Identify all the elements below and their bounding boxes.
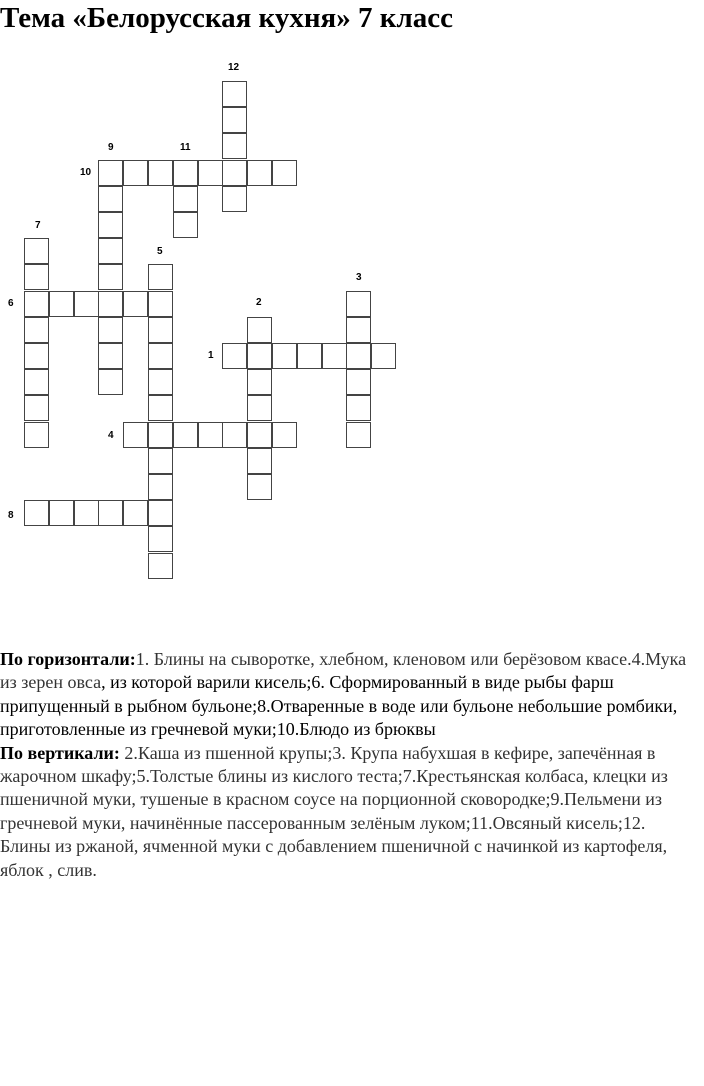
crossword-cell[interactable] [148,317,173,343]
crossword-cell[interactable] [346,317,371,343]
crossword-cell[interactable] [98,369,123,395]
crossword-cell[interactable] [123,500,148,526]
crossword-cell[interactable] [123,160,148,186]
crossword-cell[interactable] [247,369,272,395]
crossword-cell[interactable] [98,238,123,264]
crossword-cell[interactable] [74,291,99,317]
crossword-cell[interactable] [173,160,198,186]
crossword-cell[interactable] [222,81,247,107]
crossword-cell[interactable] [24,238,49,264]
crossword-cell[interactable] [247,343,272,369]
clue-number-2: 2 [256,297,262,308]
crossword-cell[interactable] [222,160,247,186]
crossword-cell[interactable] [24,369,49,395]
vertical-clues-text: 2.Каша из пшенной крупы;3. Крупа набухшая в кефире, запечённая в жарочном шкафу;5.Толстые блины из кислого теста;7.Крестьянская колбаса, клецки из пшеничной муки, тушеные в красном соусе на порционной сковородке;9.Пельмени из гречневой муки, начинённые пассерованным зелёным луком;11.Овсяный кисель;12. Блины из ржаной, ячменной муки с добавлением пшеничной с начинкой из картофеля, яблок , слив. [0,742,668,880]
crossword-cell[interactable] [346,422,371,448]
crossword-cell[interactable] [148,553,173,579]
clue-number-3: 3 [356,272,362,283]
crossword-cell[interactable] [247,395,272,421]
crossword-cell[interactable] [148,343,173,369]
crossword-cell[interactable] [98,500,123,526]
crossword-cell[interactable] [247,160,272,186]
crossword-cell[interactable] [222,186,247,212]
crossword-cell[interactable] [247,422,272,448]
crossword-cell[interactable] [24,317,49,343]
crossword-cell[interactable] [198,422,223,448]
crossword-cell[interactable] [148,500,173,526]
crossword-cell[interactable] [148,264,173,290]
crossword-cell[interactable] [148,369,173,395]
crossword-cell[interactable] [148,422,173,448]
clue-number-10: 10 [80,167,92,178]
horizontal-clues [0,648,700,742]
crossword-cell[interactable] [346,291,371,317]
vertical-label: По вертикали: [0,742,120,763]
crossword-cell[interactable] [272,343,297,369]
crossword-cell[interactable] [222,107,247,133]
crossword-cell[interactable] [49,500,74,526]
crossword-cell[interactable] [148,526,173,552]
crossword-cell[interactable] [74,500,99,526]
crossword-cell[interactable] [98,264,123,290]
clue-number-11: 11 [180,142,191,153]
crossword-cell[interactable] [222,422,247,448]
crossword-cell[interactable] [222,133,247,159]
horizontal-clues-text-2: , из которой варили кисель;6. Сформированный в виде рыбы фарш припущенный в рыбном бульоне;8.Отваренные в воде или бульоне небольшие ромбики, приготовленные из гречневой муки;10.Блюдо из брюквы [0,672,678,740]
crossword-cell[interactable] [148,160,173,186]
crossword-cell[interactable] [198,160,223,186]
crossword-cell[interactable] [148,291,173,317]
horizontal-clues-text-1: 1. Блины на сыворотке, хлебном, кленовом или берёзовом квасе.4.Мука из зерен овса [0,649,687,693]
crossword-cell[interactable] [24,264,49,290]
clue-number-4: 4 [108,430,114,441]
crossword-cell[interactable] [49,291,74,317]
crossword-cell[interactable] [247,448,272,474]
clues-section [0,648,700,882]
crossword-cell[interactable] [123,422,148,448]
crossword-cell[interactable] [98,186,123,212]
clue-number-9: 9 [108,142,114,153]
crossword-cell[interactable] [148,395,173,421]
crossword-cell[interactable] [173,186,198,212]
crossword-cell[interactable] [346,343,371,369]
crossword-cell[interactable] [24,422,49,448]
crossword-cell[interactable] [24,291,49,317]
clue-number-12: 12 [228,62,240,73]
crossword-cell[interactable] [272,422,297,448]
clue-number-1: 1 [208,350,214,361]
clue-number-6: 6 [8,298,14,309]
vertical-clues [0,742,700,882]
crossword-cell[interactable] [322,343,347,369]
crossword-cell[interactable] [222,343,247,369]
horizontal-label: По горизонтали: [0,649,136,669]
crossword-cell[interactable] [173,422,198,448]
crossword-cell[interactable] [98,212,123,238]
crossword-cell[interactable] [173,212,198,238]
crossword-cell[interactable] [24,395,49,421]
crossword-cell[interactable] [148,474,173,500]
crossword-cell[interactable] [247,474,272,500]
crossword-cell[interactable] [98,291,123,317]
crossword-cell[interactable] [346,395,371,421]
crossword-cell[interactable] [98,160,123,186]
crossword-cell[interactable] [272,160,297,186]
page-title: Тема «Белорусская кухня» 7 класс [0,2,453,34]
clue-number-5: 5 [157,246,163,257]
crossword-cell[interactable] [24,500,49,526]
crossword-cell[interactable] [371,343,396,369]
crossword-cell[interactable] [346,369,371,395]
crossword-cell[interactable] [98,317,123,343]
crossword-cell[interactable] [148,448,173,474]
crossword-cell[interactable] [98,343,123,369]
clue-number-8: 8 [8,510,14,521]
clue-number-7: 7 [35,220,41,231]
crossword-cell[interactable] [247,317,272,343]
crossword-cell[interactable] [297,343,322,369]
crossword-cell[interactable] [123,291,148,317]
crossword-cell[interactable] [24,343,49,369]
